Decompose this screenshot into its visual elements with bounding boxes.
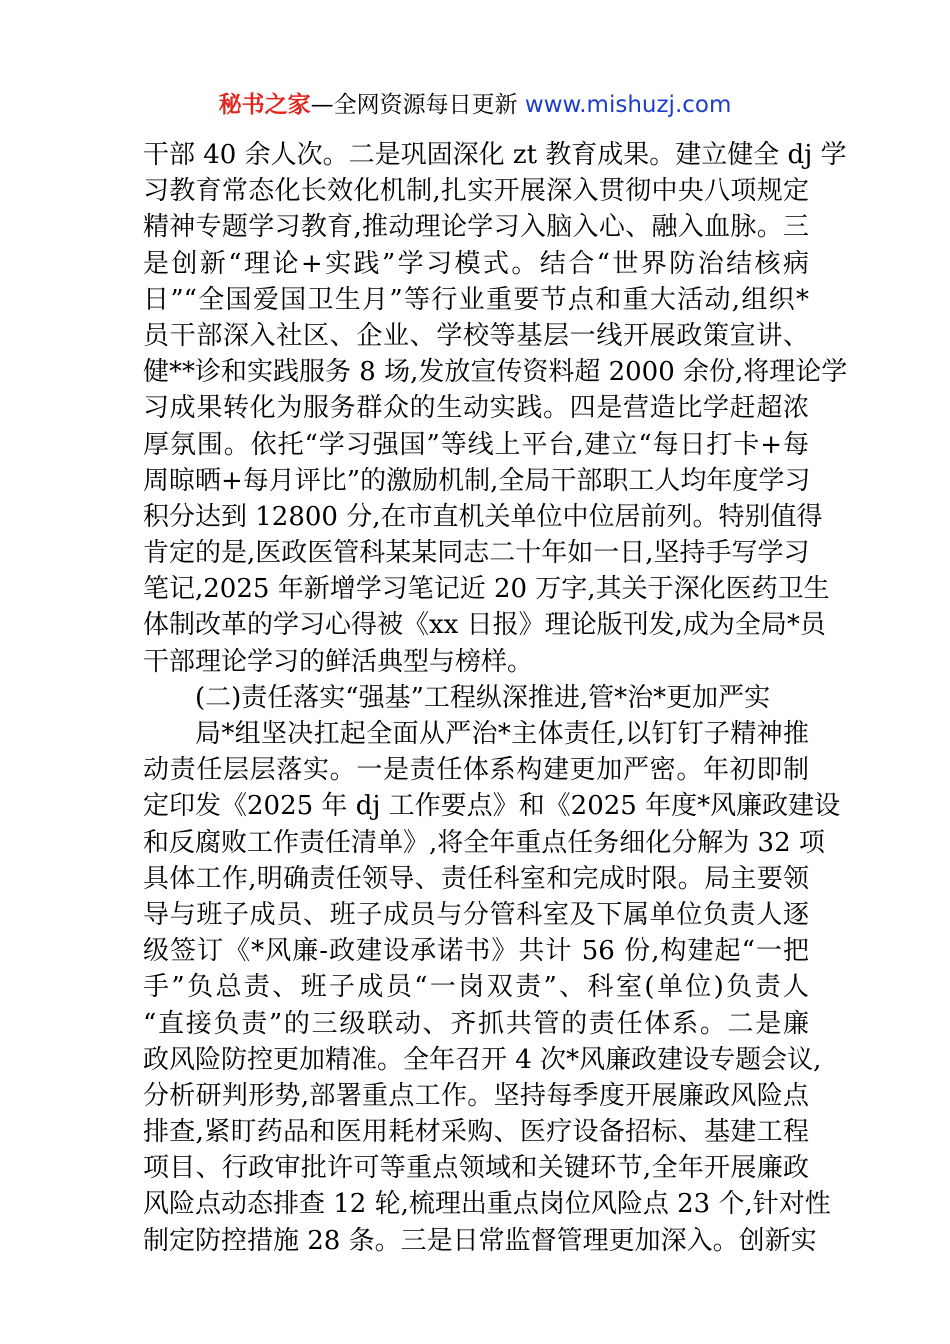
text-line: 周晾晒+每月评比”的激励机制,全局干部职工人均年度学习 <box>143 465 811 496</box>
site-header <box>0 88 950 122</box>
text-line: 员干部深入社区、企业、学校等基层一线开展政策宣讲、 <box>143 320 809 351</box>
site-brand: 秘书之家 <box>218 92 311 118</box>
text-line: 具体工作,明确责任领导、责任科室和完成时限。局主要领 <box>143 863 809 894</box>
text-line: “直接负责”的三级联动、齐抓共管的责任体系。二是廉 <box>143 1008 809 1039</box>
section-heading: (二)责任落实“强基”工程纵深推进,管*治*更加严实 <box>195 682 771 713</box>
text-line: 精神专题学习教育,推动理论学习入脑入心、融入血脉。三 <box>143 212 809 243</box>
text-line: 肯定的是,医政医管科某某同志二十年如一日,坚持手写学习 <box>143 538 810 569</box>
text-line: 积分达到 12800 分,在市直机关单位中位居前列。特别值得 <box>143 501 823 532</box>
text-line: 干部理论学习的鲜活典型与榜样。 <box>143 646 534 677</box>
text-line: 导与班子成员、班子成员与分管科室及下属单位负责人逐 <box>143 899 809 930</box>
text-line: 排查,紧盯药品和医用耗材采购、医疗设备招标、基建工程 <box>143 1117 809 1148</box>
site-url-link[interactable]: www.mishuzj.com <box>524 92 732 118</box>
text-line: 干部 40 余人次。二是巩固深化 zt 教育成果。建立健全 dj 学 <box>143 140 847 170</box>
text-line: 健**诊和实践服务 8 场,发放宣传资料超 2000 余份,将理论学 <box>143 357 848 388</box>
text-line: 笔记,2025 年新增学习笔记近 20 万字,其关于深化医药卫生 <box>143 574 830 605</box>
text-line: 级签订《*风廉-政建设承诺书》共计 56 份,构建起“一把 <box>143 936 809 967</box>
text-line: 和反腐败工作责任清单》,将全年重点任务细化分解为 32 项 <box>143 827 825 858</box>
text-line: 日”“全国爱国卫生月”等行业重要节点和重大活动,组织* <box>143 284 809 315</box>
document-body <box>143 137 848 1259</box>
text-line: 局*组坚决扛起全面从严治*主体责任,以钉钉子精神推 <box>195 719 809 749</box>
site-tagline: —全网资源每日更新 <box>310 92 518 118</box>
text-line: 习教育常态化长效化机制,扎实开展深入贯彻中央八项规定 <box>143 176 809 207</box>
text-line: 定印发《2025 年 dj 工作要点》和《2025 年度*风廉政建设 <box>143 791 841 822</box>
text-line: 分析研判形势,部署重点工作。坚持每季度开展廉政风险点 <box>143 1080 809 1111</box>
text-line: 政风险防控更加精准。全年召开 4 次*风廉政建设专题会议, <box>143 1044 822 1075</box>
text-line: 动责任层层落实。一是责任体系构建更加严密。年初即制 <box>143 755 809 786</box>
text-line: 厚氛围。依托“学习强国”等线上平台,建立“每日打卡+每 <box>143 429 809 460</box>
text-line: 习成果转化为服务群众的生动实践。四是营造比学赶超浓 <box>143 393 809 424</box>
text-line: 项目、行政审批许可等重点领域和关键环节,全年开展廉政 <box>143 1153 809 1184</box>
text-line: 体制改革的学习心得被《xx 日报》理论版刊发,成为全局*员 <box>143 610 826 641</box>
text-line: 是创新“理论+实践”学习模式。结合“世界防治结核病 <box>143 248 809 279</box>
text-line: 手”负总责、班子成员“一岗双责”、科室(单位)负责人 <box>143 972 809 1003</box>
text-line: 风险点动态排查 12 轮,梳理出重点岗位风险点 23 个,针对性 <box>143 1189 831 1220</box>
text-line: 制定防控措施 28 条。三是日常监督管理更加深入。创新实 <box>143 1225 817 1256</box>
